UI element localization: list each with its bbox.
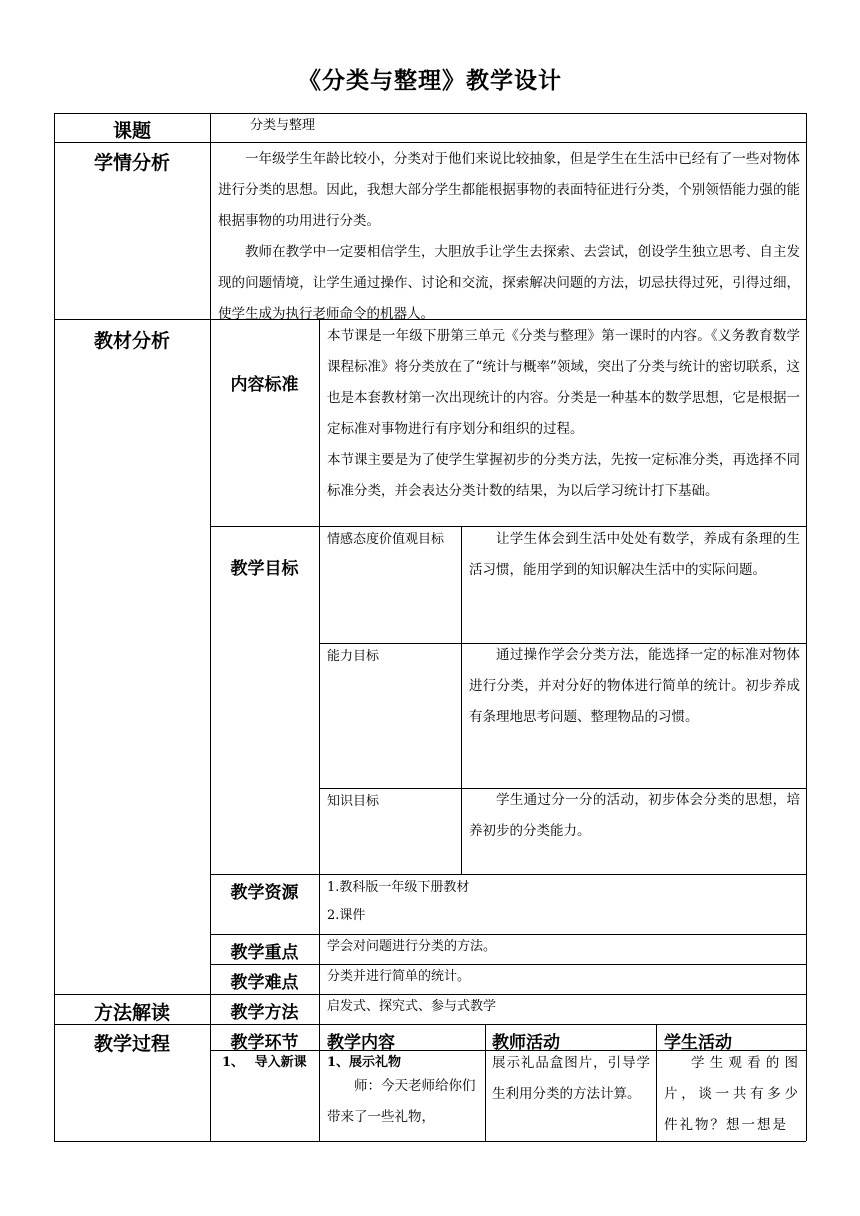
process-student-activity (664, 1048, 800, 1141)
process-label: 教学过程 (93, 1033, 170, 1055)
content-standard-text (327, 321, 800, 507)
table-border-bottom (54, 1141, 806, 1142)
row-divider (54, 994, 806, 995)
process-teacher-activity (492, 1048, 650, 1110)
table-border-top (54, 113, 806, 114)
table-border-right (806, 113, 807, 1141)
student-analysis-text (218, 144, 800, 330)
paragraph: 展示礼品盒图片，引导学生利用分类的方法计算。 (492, 1055, 650, 1102)
row-divider (210, 874, 806, 875)
process-stage: 1、 导入新课 (222, 1055, 307, 1070)
topic-label: 课题 (112, 120, 151, 142)
goal-text-emotion (469, 524, 800, 586)
goal-text-ability (469, 640, 800, 733)
goal-type-emotion: 情感态度价值观目标 (327, 532, 445, 547)
key-point-label: 教学重点 (230, 943, 299, 963)
material-analysis-label: 教材分析 (93, 330, 170, 352)
paragraph: 本节课是一年级下册第三单元《分类与整理》第一课时的内容。《义务教育数学课程标准》将分类放在了“统计与概率”领域，突出了分类与统计的密切联系，这也是本套教材第一次出现统计的内容。分类是一种基本的数学思想，它是根据一定标准对事物进行有序划分和组织的过程。 (327, 328, 800, 437)
content-standard-label: 内容标准 (230, 375, 299, 395)
process-content-title: 1、展示礼物 (327, 1055, 402, 1070)
process-header-content: 教学内容 (327, 1033, 395, 1053)
paragraph: 本节课主要是为了使学生掌握初步的分类方法，先按一定标准分类，再选择不同标准分类，并会表达分类计数的结果，为以后学习统计打下基础。 (327, 452, 800, 499)
goal-type-divider (461, 526, 462, 874)
process-column-divider (656, 1024, 657, 1141)
process-header-stage: 教学环节 (230, 1033, 299, 1053)
resources-label: 教学资源 (230, 883, 299, 903)
sub-label-column-divider (319, 319, 320, 1024)
process-header-student: 学生活动 (664, 1033, 732, 1053)
difficulty-label: 教学难点 (230, 973, 299, 993)
paragraph: 师：今天老师给你们带来了一些礼物， (327, 1078, 476, 1125)
goal-type-ability: 能力目标 (327, 649, 380, 664)
goal-text-knowledge (469, 785, 800, 847)
method-sub-label: 教学方法 (230, 1003, 299, 1023)
student-analysis-label: 学情分析 (93, 152, 170, 174)
key-point-value: 学会对问题进行分类的方法。 (327, 939, 497, 954)
teaching-goals-label: 教学目标 (230, 559, 299, 579)
row-divider (210, 964, 806, 965)
difficulty-value: 分类并进行简单的统计。 (327, 969, 471, 984)
paragraph: 学生观看的图片，谈一共有多少件礼物？想一想是 (664, 1055, 800, 1133)
process-column-divider (485, 1024, 486, 1141)
process-column-divider (319, 1024, 320, 1141)
method-label: 方法解读 (93, 1002, 170, 1024)
process-header-teacher: 教师活动 (492, 1033, 560, 1053)
document-title: 《分类与整理》教学设计 (298, 68, 562, 94)
paragraph: 让学生体会到生活中处处有数学，养成有条理的生活习惯，能用学到的知识解决生活中的实际问题。 (469, 531, 800, 578)
method-value: 启发式、探究式、参与式教学 (327, 999, 497, 1014)
resources-line: 1.教科版一年级下册教材 (327, 880, 470, 895)
paragraph: 教师在教学中一定要相信学生，大胆放手让学生去探索、去尝试，创设学生独立思考、自主发现的问题情境，让学生通过操作、讨论和交流，探索解决问题的方法，切忌扶得过死，引得过细，使学生成为执行老师命令的机器人。 (218, 244, 800, 322)
process-content-text (327, 1071, 480, 1133)
resources-line: 2.课件 (327, 908, 366, 923)
goal-type-knowledge: 知识目标 (327, 794, 380, 809)
paragraph: 学生通过分一分的活动，初步体会分类的思想，培养初步的分类能力。 (469, 792, 800, 839)
table-border-left (54, 113, 55, 1141)
topic-value: 分类与整理 (250, 118, 316, 133)
paragraph: 通过操作学会分类方法，能选择一定的标准对物体进行分类，并对分好的物体进行简单的统计。初步养成有条理地思考问题、整理物品的习惯。 (469, 647, 800, 725)
paragraph: 一年级学生年龄比较小，分类对于他们来说比较抽象，但是学生在生活中已经有了一些对物体进行分类的思想。因此，我想大部分学生都能根据事物的表面特征进行分类，个别领悟能力强的能根据事物的功用进行分类。 (218, 151, 800, 229)
row-divider (210, 934, 806, 935)
